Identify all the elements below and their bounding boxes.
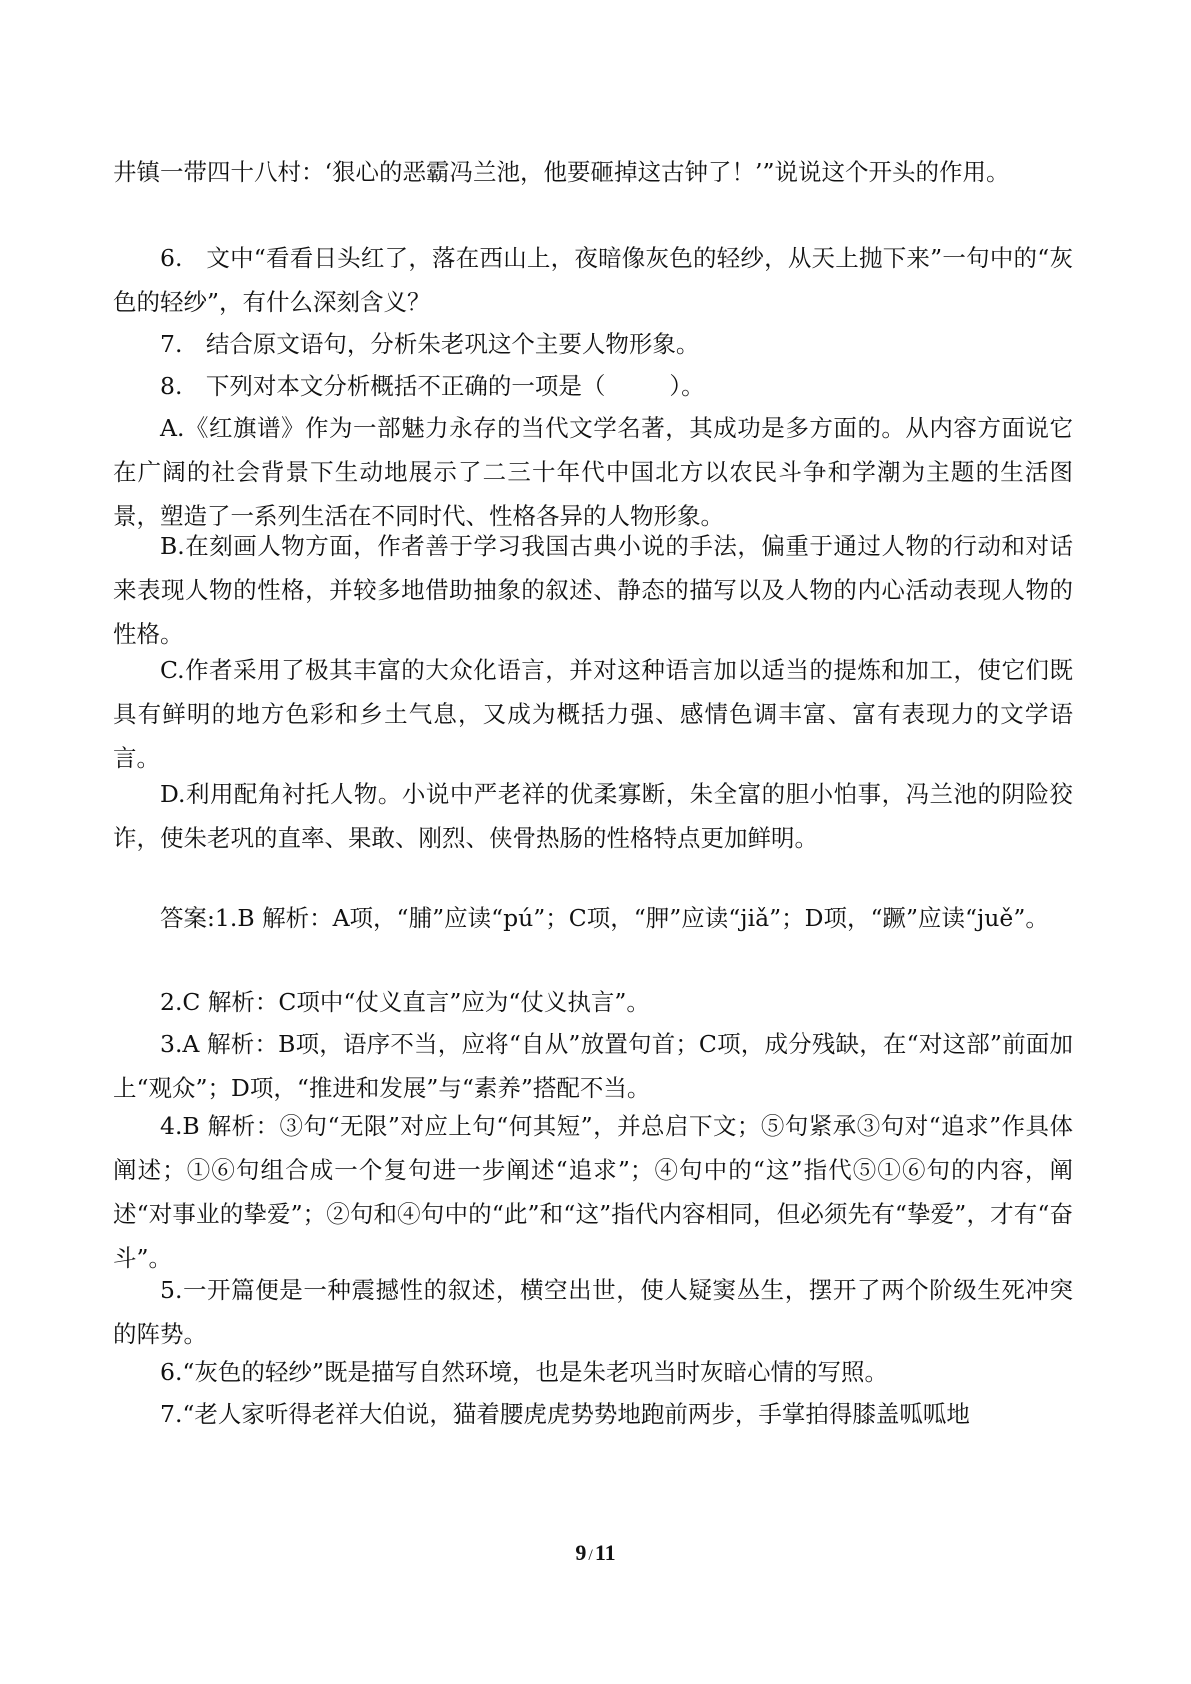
question-8-end: ）。 (669, 372, 705, 400)
total-pages: 11 (594, 1540, 616, 1565)
answer-7: 7.“老人家听得老祥大伯说，猫着腰虎虎势势地跑前两步，手掌拍得膝盖呱呱地 (160, 1400, 970, 1428)
option-d: D.利用配角衬托人物。小说中严老祥的优柔寡断，朱全富的胆小怕事，冯兰池的阴险狡诈，使朱老巩的直率、果敢、刚烈、侠骨热肠的性格特点更加鲜明。 (113, 780, 1073, 852)
option-b: B.在刻画人物方面，作者善于学习我国古典小说的手法，偏重于通过人物的行动和对话来表现人物的性格，并较多地借助抽象的叙述、静态的描写以及人物的内心活动表现人物的性格。 (113, 532, 1073, 648)
paragraph-continuation: 井镇一带四十八村：‘狠心的恶霸冯兰池，他要砸掉这古钟了！’”说说这个开头的作用。 (113, 158, 1010, 186)
question-8 (113, 364, 1073, 408)
answer-3: 3.A 解析：B项，语序不当，应将“自从”放置句首；C项，成分残缺，在“对这部”前面加上“观众”；D项，“推进和发展”与“素养”搭配不当。 (113, 1030, 1073, 1102)
option-a: A.《红旗谱》作为一部魅力永存的当代文学名著，其成功是多方面的。从内容方面说它在广阔的社会背景下生动地展示了二三十年代中国北方以农民斗争和学潮为主题的生活图景，塑造了一系列生活在不同时代、性格各异的人物形象。 (113, 414, 1073, 530)
current-page: 9 (575, 1540, 587, 1565)
question-6: 6. 文中“看看日头红了，落在西山上，夜暗像灰色的轻纱，从天上抛下来”一句中的“灰色的轻纱”，有什么深刻含义？ (113, 244, 1073, 316)
question-7: 7. 结合原文语句，分析朱老巩这个主要人物形象。 (160, 330, 700, 358)
answer-2: 2.C 解析：C项中“仗义直言”应为“仗义执言”。 (160, 988, 650, 1016)
page-number (0, 1540, 1191, 1566)
option-c: C.作者采用了极其丰富的大众化语言，并对这种语言加以适当的提炼和加工，使它们既具有鲜明的地方色彩和乡土气息，又成为概括力强、感情色调丰富、富有表现力的文学语言。 (113, 656, 1073, 772)
page-separator: / (588, 1547, 593, 1564)
answer-5: 5.一开篇便是一种震撼性的叙述，横空出世，使人疑窦丛生，摆开了两个阶级生死冲突的阵势。 (113, 1276, 1073, 1348)
question-8-stem: 8. 下列对本文分析概括不正确的一项是（ (160, 372, 606, 400)
answer-4: 4.B 解析：③句“无限”对应上句“何其短”，并总启下文；⑤句紧承③句对“追求”作具体阐述；①⑥句组合成一个复句进一步阐述“追求”；④句中的“这”指代⑤①⑥句的内容，阐述“对事业的挚爱”；②句和④句中的“此”和“这”指代内容相同，但必须先有“挚爱”，才有“奋斗”。 (113, 1112, 1073, 1272)
answer-1: 答案:1.B 解析：A项，“脯”应读“pú”；C项，“胛”应读“jiǎ”；D项，“蹶”应读“juě”。 (160, 904, 1049, 932)
answer-6: 6.“灰色的轻纱”既是描写自然环境，也是朱老巩当时灰暗心情的写照。 (160, 1358, 888, 1386)
